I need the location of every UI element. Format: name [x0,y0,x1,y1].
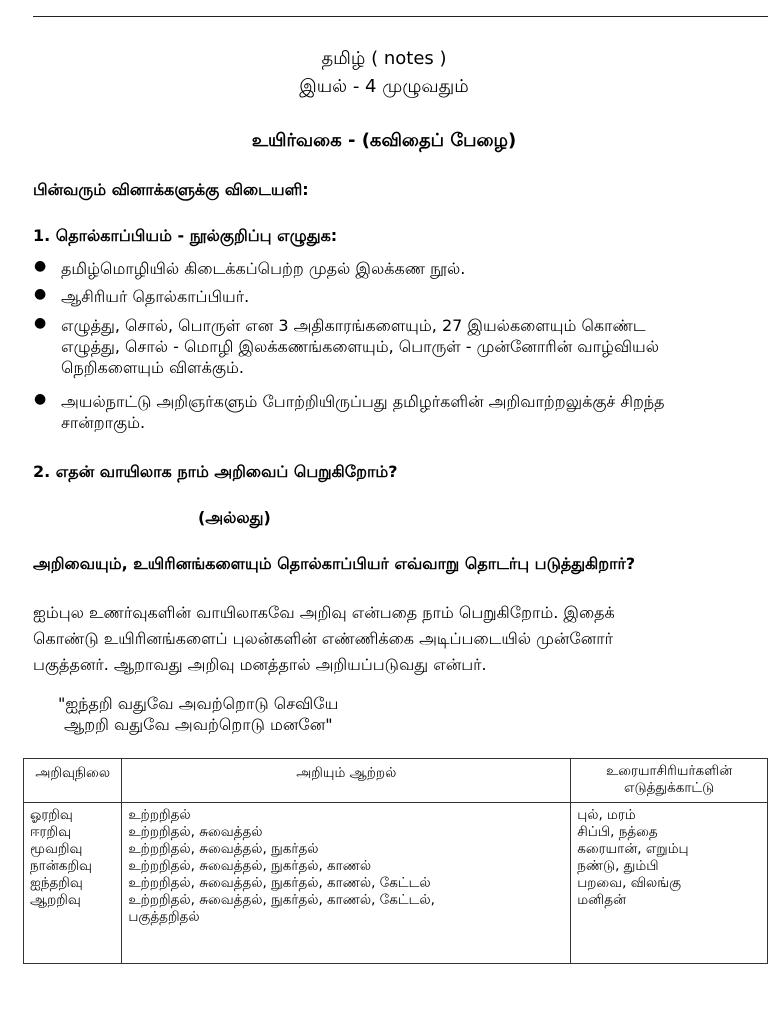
bullet-text: நெறிகளையும் விளக்கும். [61,358,244,377]
table-row [24,803,768,964]
column-header-ability: அறியும் ஆற்றல் [122,759,571,803]
bullet-dot: ● [34,258,47,274]
bullet-text: எழுத்து, சொல், பொருள் என 3 அதிகாரங்களையும், 27 இயல்களையும் கொண்ட [61,316,646,335]
quote-block [58,693,338,735]
question-2-alt-heading: அறிவையும், உயிரினங்களையும் தொல்காப்பியர் எவ்வாறு தொடர்பு படுத்துகிறார்? [33,554,636,573]
bullet-text: ஆசிரியர் தொல்காப்பியர். [61,287,250,306]
level-cell: ஓரறிவு ஈரறிவு மூவறிவு நான்கறிவு ஐந்தறிவு ஆறறிவு [24,803,122,964]
answer-paragraph [33,600,615,678]
bullet-text: சான்றாகும். [61,413,146,432]
title-line-1: தமிழ் ( notes ) [321,48,447,69]
table-header-row [24,759,768,803]
column-header-example: உரையாசிரியர்களின் எடுத்துக்காட்டு [571,759,768,803]
instruction-heading: பின்வரும் வினாக்களுக்கு விடையளி: [33,180,309,199]
example-cell: புல், மரம் சிப்பி, நத்தை கரையான், எறும்பு நண்டு, தும்பி பறவை, விலங்கு மனிதன் [571,803,768,964]
top-rule [33,16,768,17]
bullet-text: அயல்நாட்டு அறிஞர்களும் போற்றியிருப்பது தமிழர்களின் அறிவாற்றலுக்குச் சிறந்த [61,392,665,411]
question-2-heading: 2. எதன் வாயிலாக நாம் அறிவைப் பெறுகிறோம்? [33,462,398,481]
knowledge-levels-table [23,758,768,964]
ability-cell: உற்றறிதல் உற்றறிதல், சுவைத்தல் உற்றறிதல், சுவைத்தல், நுகர்தல் உற்றறிதல், சுவைத்தல், நுகர்தல், காணல் உற்றறிதல், சுவைத்தல், நுகர்தல், காணல், கேட்டல் உற்றறிதல், சுவைத்தல், நுகர்தல், காணல், கேட்டல், பகுத்தறிதல் [122,803,571,964]
quote-line: ஆறறி வதுவே அவற்றொடு மனனே" [64,715,333,734]
bullet-dot: ● [34,391,47,407]
lesson-subtitle: உயிர்வகை - (கவிதைப் பேழை) [251,130,517,151]
column-header-level: அறிவுநிலை [24,759,122,803]
bullet-dot: ● [34,286,47,302]
or-label: (அல்லது) [198,508,271,527]
question-1-heading: 1. தொல்காப்பியம் - நூல்குறிப்பு எழுதுக: [33,226,338,245]
bullet-text: எழுத்து, சொல் - மொழி இலக்கணங்களையும், பொருள் - முன்னோரின் வாழ்வியல் [61,337,660,356]
bullet-dot: ● [34,315,47,331]
quote-line: "ஐந்தறி வதுவே அவற்றொடு செவியே [58,694,339,713]
answer-line: ஐம்புல உணர்வுகளின் வாயிலாகவே அறிவு என்பதை நாம் பெறுகிறோம். இதைக் [33,603,615,622]
bullet-text: தமிழ்மொழியில் கிடைக்கப்பெற்ற முதல் இலக்கண நூல். [61,259,466,278]
answer-line: கொண்டு உயிரினங்களைப் புலன்களின் எண்ணிக்கை அடிப்படையில் முன்னோர் [33,629,613,648]
title-line-2: இயல் - 4 முழுவதும் [299,76,469,97]
answer-line: பகுத்தனர். ஆறாவது அறிவு மனத்தால் அறியப்படுவது என்பர். [33,655,487,674]
